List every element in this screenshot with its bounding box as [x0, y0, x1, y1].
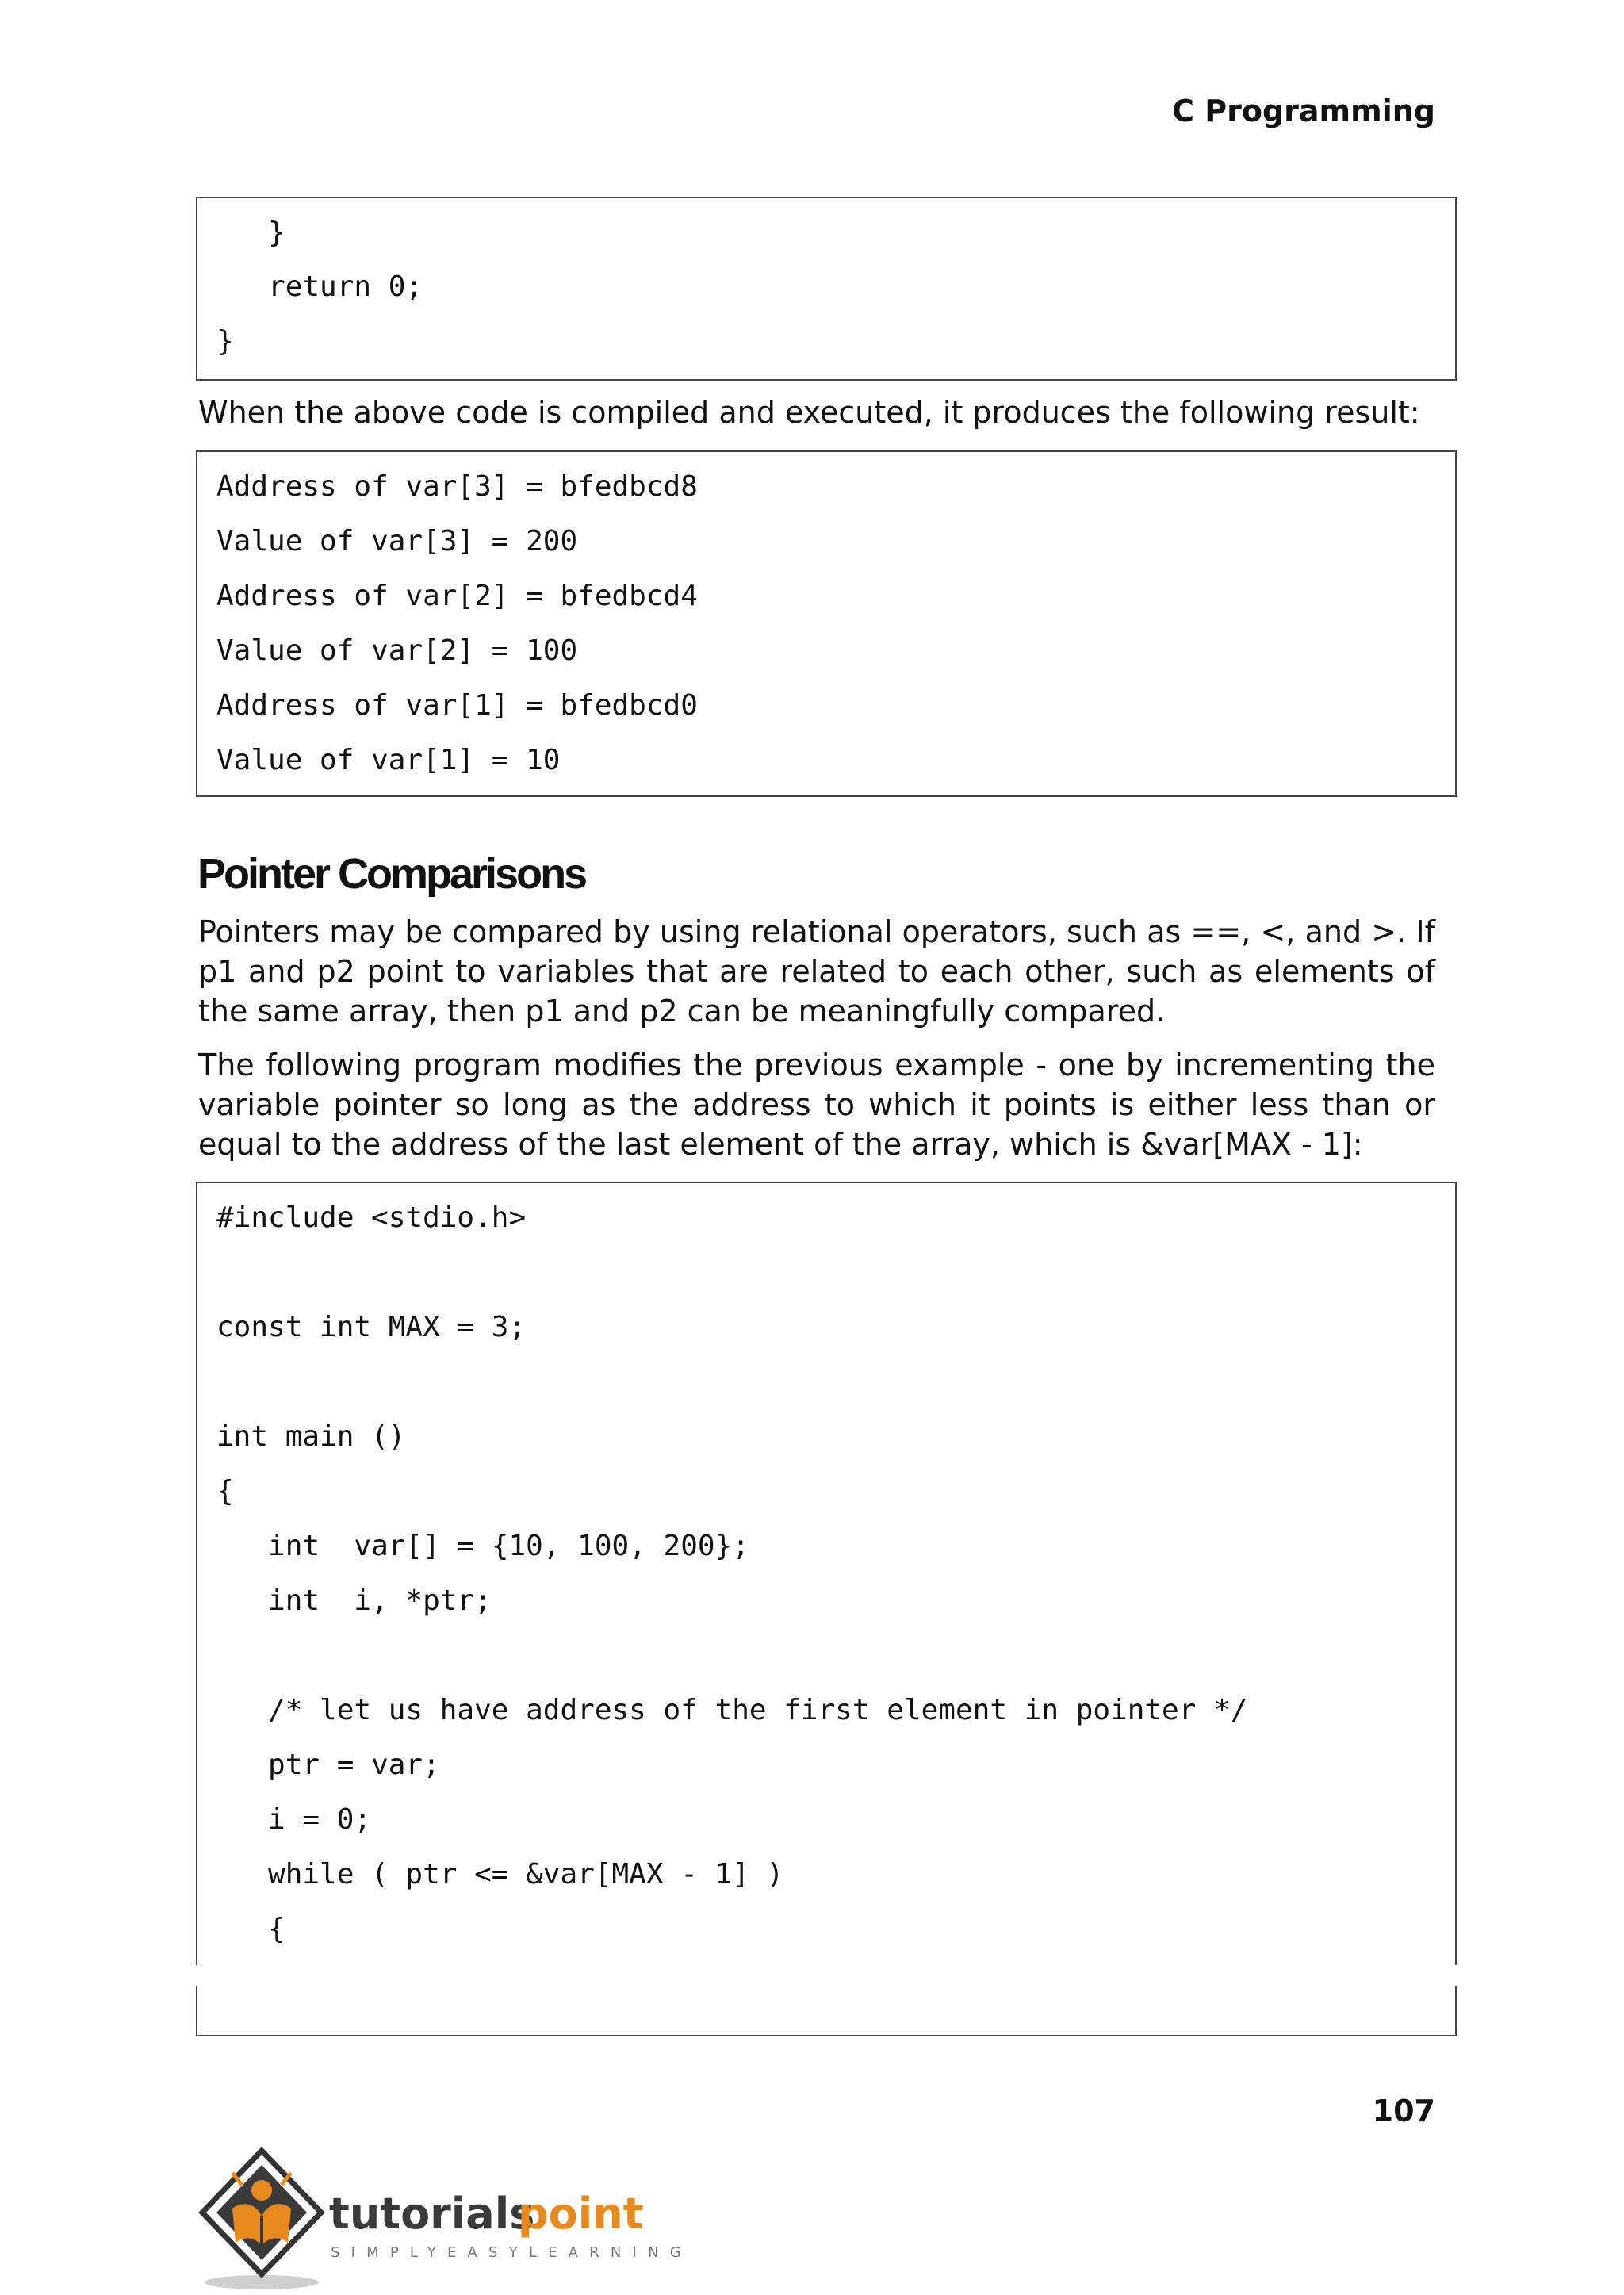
page-break-gap [190, 1965, 1467, 1986]
output-line: Address of var[3] = bfedbcd8 [216, 470, 698, 503]
code-line: } [216, 216, 285, 249]
output-block [196, 450, 1457, 797]
running-header-title: C Programming [1172, 94, 1435, 128]
output-line: Address of var[2] = bfedbcd4 [216, 580, 698, 612]
output-line: Value of var[1] = 10 [216, 744, 561, 776]
paragraph-2: The following program modifies the previous example - one by incrementing the variable pointer so long as the address to which it points is either less than or equal to the address of the last element of the array, which is &var[MAX - 1]: [198, 1048, 1435, 1162]
result-intro-text: When the above code is compiled and executed, it produces the following result: [198, 395, 1420, 430]
output-line: Value of var[2] = 100 [216, 634, 578, 667]
code-block-main-continuation [196, 1990, 1457, 2036]
code-line: int main () [216, 1420, 406, 1453]
section-heading: Pointer Comparisons [197, 850, 586, 898]
logo-brand-accent: point [518, 2189, 644, 2239]
code-line: int var[] = {10, 100, 200}; [216, 1530, 749, 1562]
code-line: { [216, 1475, 234, 1508]
code-block-main [196, 1182, 1457, 2034]
code-line: } [216, 325, 234, 358]
code-line: #include <stdio.h> [216, 1201, 527, 1234]
code-line: { [216, 1913, 285, 1945]
output-line: Address of var[1] = bfedbcd0 [216, 689, 698, 722]
code-line: int i, *ptr; [216, 1584, 492, 1617]
paragraph-1: Pointers may be compared by using relational operators, such as ==, <, and >. If p1 and p2 point to variables that are related to each other, such as elements of the same array, then p1 and p2 can be meaningfully compared. [198, 914, 1435, 1029]
code-line: return 0; [216, 270, 423, 303]
page-number: 107 [1372, 2094, 1435, 2128]
code-block-continuation [196, 197, 1457, 381]
output-line: Value of var[3] = 200 [216, 525, 578, 557]
code-line: i = 0; [216, 1803, 372, 1836]
tutorialspoint-logo [194, 2141, 692, 2292]
code-line: /* let us have address of the first element in pointer */ [216, 1694, 1248, 1726]
code-line: while ( ptr <= &var[MAX - 1] ) [216, 1858, 784, 1891]
logo-brand-main: tutorials [329, 2189, 535, 2239]
logo-mark-icon [194, 2141, 692, 2292]
logo-tagline: SIMPLYEASYLEARNING [331, 2244, 692, 2261]
code-line: ptr = var; [216, 1749, 440, 1781]
code-line: const int MAX = 3; [216, 1311, 527, 1343]
